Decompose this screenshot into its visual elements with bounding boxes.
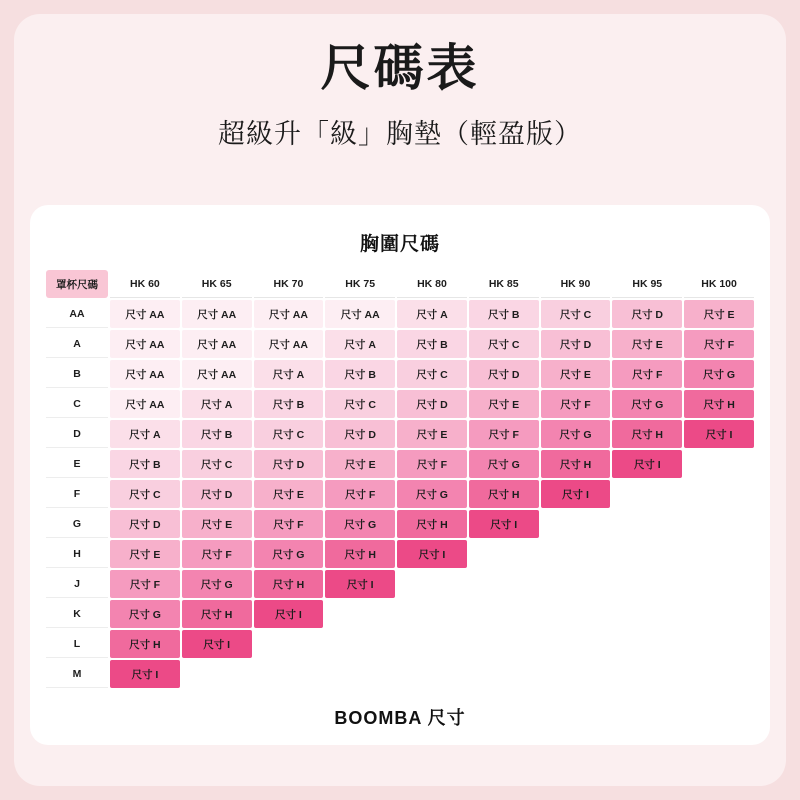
empty-cell xyxy=(325,660,395,688)
row-header-cup-C: C xyxy=(46,390,108,418)
size-cell: 尺寸 A xyxy=(397,300,467,328)
empty-cell xyxy=(684,660,754,688)
size-cell: 尺寸 H xyxy=(254,570,324,598)
size-cell: 尺寸 B xyxy=(469,300,539,328)
size-cell: 尺寸 D xyxy=(397,390,467,418)
size-cell: 尺寸 F xyxy=(469,420,539,448)
size-cell: 尺寸 A xyxy=(110,420,180,448)
empty-cell xyxy=(254,630,324,658)
table-row xyxy=(46,420,754,448)
size-cell: 尺寸 C xyxy=(541,300,611,328)
size-cell: 尺寸 H xyxy=(541,450,611,478)
size-cell: 尺寸 A xyxy=(325,330,395,358)
size-cell: 尺寸 AA xyxy=(182,330,252,358)
size-cell: 尺寸 I xyxy=(110,660,180,688)
size-chart-card xyxy=(30,205,770,745)
column-header-band-3: HK 75 xyxy=(325,270,395,298)
size-cell: 尺寸 C xyxy=(397,360,467,388)
empty-cell xyxy=(469,660,539,688)
empty-cell xyxy=(397,570,467,598)
size-cell: 尺寸 AA xyxy=(325,300,395,328)
column-header-band-4: HK 80 xyxy=(397,270,467,298)
empty-cell xyxy=(469,630,539,658)
empty-cell xyxy=(684,480,754,508)
size-cell: 尺寸 E xyxy=(541,360,611,388)
row-header-cup-F: F xyxy=(46,480,108,508)
size-cell: 尺寸 H xyxy=(469,480,539,508)
table-row xyxy=(46,480,754,508)
table-row xyxy=(46,630,754,658)
empty-cell xyxy=(325,630,395,658)
size-cell: 尺寸 I xyxy=(254,600,324,628)
size-cell: 尺寸 D xyxy=(182,480,252,508)
table-row xyxy=(46,330,754,358)
size-cell: 尺寸 AA xyxy=(254,330,324,358)
size-cell: 尺寸 E xyxy=(325,450,395,478)
size-cell: 尺寸 E xyxy=(612,330,682,358)
column-header-band-1: HK 65 xyxy=(182,270,252,298)
table-row xyxy=(46,510,754,538)
row-header-cup-D: D xyxy=(46,420,108,448)
size-cell: 尺寸 G xyxy=(684,360,754,388)
size-cell: 尺寸 F xyxy=(397,450,467,478)
size-cell: 尺寸 G xyxy=(254,540,324,568)
size-cell: 尺寸 H xyxy=(397,510,467,538)
empty-cell xyxy=(612,600,682,628)
size-cell: 尺寸 A xyxy=(182,390,252,418)
size-cell: 尺寸 H xyxy=(684,390,754,418)
empty-cell xyxy=(397,660,467,688)
size-cell: 尺寸 F xyxy=(254,510,324,538)
size-cell: 尺寸 AA xyxy=(182,300,252,328)
size-cell: 尺寸 F xyxy=(541,390,611,418)
row-header-cup-AA: AA xyxy=(46,300,108,328)
empty-cell xyxy=(397,600,467,628)
empty-cell xyxy=(684,600,754,628)
size-cell: 尺寸 C xyxy=(469,330,539,358)
size-cell: 尺寸 I xyxy=(325,570,395,598)
table-row xyxy=(46,660,754,688)
card-container xyxy=(14,14,786,786)
size-cell: 尺寸 D xyxy=(110,510,180,538)
size-table-head xyxy=(46,270,754,298)
row-header-cup-E: E xyxy=(46,450,108,478)
size-cell: 尺寸 I xyxy=(541,480,611,508)
size-cell: 尺寸 F xyxy=(325,480,395,508)
size-cell: 尺寸 F xyxy=(182,540,252,568)
size-cell: 尺寸 AA xyxy=(110,300,180,328)
size-cell: 尺寸 D xyxy=(325,420,395,448)
column-header-band-0: HK 60 xyxy=(110,270,180,298)
size-cell: 尺寸 D xyxy=(612,300,682,328)
size-cell: 尺寸 H xyxy=(325,540,395,568)
size-cell: 尺寸 G xyxy=(612,390,682,418)
table-row xyxy=(46,390,754,418)
size-cell: 尺寸 B xyxy=(182,420,252,448)
size-cell: 尺寸 E xyxy=(110,540,180,568)
size-cell: 尺寸 G xyxy=(325,510,395,538)
row-header-cup-L: L xyxy=(46,630,108,658)
cup-size-corner-label: 罩杯尺碼 xyxy=(46,270,108,298)
table-row xyxy=(46,450,754,478)
table-row xyxy=(46,540,754,568)
empty-cell xyxy=(684,510,754,538)
size-cell: 尺寸 E xyxy=(254,480,324,508)
page-title: 尺碼表 xyxy=(320,40,480,96)
size-cell: 尺寸 B xyxy=(110,450,180,478)
size-cell: 尺寸 B xyxy=(254,390,324,418)
size-cell: 尺寸 E xyxy=(397,420,467,448)
size-cell: 尺寸 G xyxy=(541,420,611,448)
page-subtitle: 超級升「級」胸墊（輕盈版） xyxy=(218,118,582,149)
size-cell: 尺寸 E xyxy=(684,300,754,328)
column-header-band-7: HK 95 xyxy=(612,270,682,298)
empty-cell xyxy=(612,660,682,688)
size-cell: 尺寸 C xyxy=(325,390,395,418)
size-cell: 尺寸 AA xyxy=(110,390,180,418)
size-cell: 尺寸 F xyxy=(110,570,180,598)
band-size-header: 胸圍尺碼 xyxy=(359,234,440,255)
empty-cell xyxy=(469,600,539,628)
row-header-cup-K: K xyxy=(46,600,108,628)
size-cell: 尺寸 B xyxy=(325,360,395,388)
size-cell: 尺寸 I xyxy=(612,450,682,478)
table-row xyxy=(46,570,754,598)
empty-cell xyxy=(469,570,539,598)
size-table-body xyxy=(46,300,754,688)
empty-cell xyxy=(397,630,467,658)
empty-cell xyxy=(684,630,754,658)
size-cell: 尺寸 H xyxy=(612,420,682,448)
empty-cell xyxy=(541,540,611,568)
column-header-band-2: HK 70 xyxy=(254,270,324,298)
empty-cell xyxy=(541,600,611,628)
row-header-cup-M: M xyxy=(46,660,108,688)
size-cell: 尺寸 AA xyxy=(110,330,180,358)
empty-cell xyxy=(541,660,611,688)
size-cell: 尺寸 B xyxy=(397,330,467,358)
size-cell: 尺寸 H xyxy=(110,630,180,658)
empty-cell xyxy=(684,450,754,478)
brand-footer-note: BOOMBA 尺寸 xyxy=(334,708,466,728)
size-cell: 尺寸 H xyxy=(182,600,252,628)
size-cell: 尺寸 I xyxy=(469,510,539,538)
size-cell: 尺寸 C xyxy=(110,480,180,508)
size-cell: 尺寸 C xyxy=(254,420,324,448)
empty-cell xyxy=(469,540,539,568)
table-row xyxy=(46,360,754,388)
empty-cell xyxy=(684,540,754,568)
size-cell: 尺寸 D xyxy=(254,450,324,478)
size-cell: 尺寸 G xyxy=(469,450,539,478)
empty-cell xyxy=(612,510,682,538)
size-cell: 尺寸 AA xyxy=(182,360,252,388)
size-cell: 尺寸 I xyxy=(684,420,754,448)
empty-cell xyxy=(684,570,754,598)
empty-cell xyxy=(612,540,682,568)
table-row xyxy=(46,600,754,628)
size-cell: 尺寸 AA xyxy=(110,360,180,388)
row-header-cup-H: H xyxy=(46,540,108,568)
row-header-cup-J: J xyxy=(46,570,108,598)
column-header-band-5: HK 85 xyxy=(469,270,539,298)
size-cell: 尺寸 C xyxy=(182,450,252,478)
size-cell: 尺寸 I xyxy=(397,540,467,568)
size-cell: 尺寸 A xyxy=(254,360,324,388)
empty-cell xyxy=(612,480,682,508)
empty-cell xyxy=(612,570,682,598)
column-header-band-6: HK 90 xyxy=(541,270,611,298)
size-table xyxy=(44,268,756,690)
empty-cell xyxy=(182,660,252,688)
size-cell: 尺寸 F xyxy=(684,330,754,358)
size-cell: 尺寸 AA xyxy=(254,300,324,328)
empty-cell xyxy=(541,510,611,538)
size-cell: 尺寸 G xyxy=(182,570,252,598)
table-header-row xyxy=(46,270,754,298)
column-header-band-8: HK 100 xyxy=(684,270,754,298)
empty-cell xyxy=(612,630,682,658)
row-header-cup-B: B xyxy=(46,360,108,388)
empty-cell xyxy=(541,630,611,658)
empty-cell xyxy=(254,660,324,688)
row-header-cup-A: A xyxy=(46,330,108,358)
empty-cell xyxy=(541,570,611,598)
size-cell: 尺寸 G xyxy=(397,480,467,508)
row-header-cup-G: G xyxy=(46,510,108,538)
size-cell: 尺寸 E xyxy=(182,510,252,538)
size-cell: 尺寸 D xyxy=(541,330,611,358)
size-cell: 尺寸 G xyxy=(110,600,180,628)
empty-cell xyxy=(325,600,395,628)
size-cell: 尺寸 I xyxy=(182,630,252,658)
size-cell: 尺寸 F xyxy=(612,360,682,388)
table-row xyxy=(46,300,754,328)
size-cell: 尺寸 D xyxy=(469,360,539,388)
size-cell: 尺寸 E xyxy=(469,390,539,418)
